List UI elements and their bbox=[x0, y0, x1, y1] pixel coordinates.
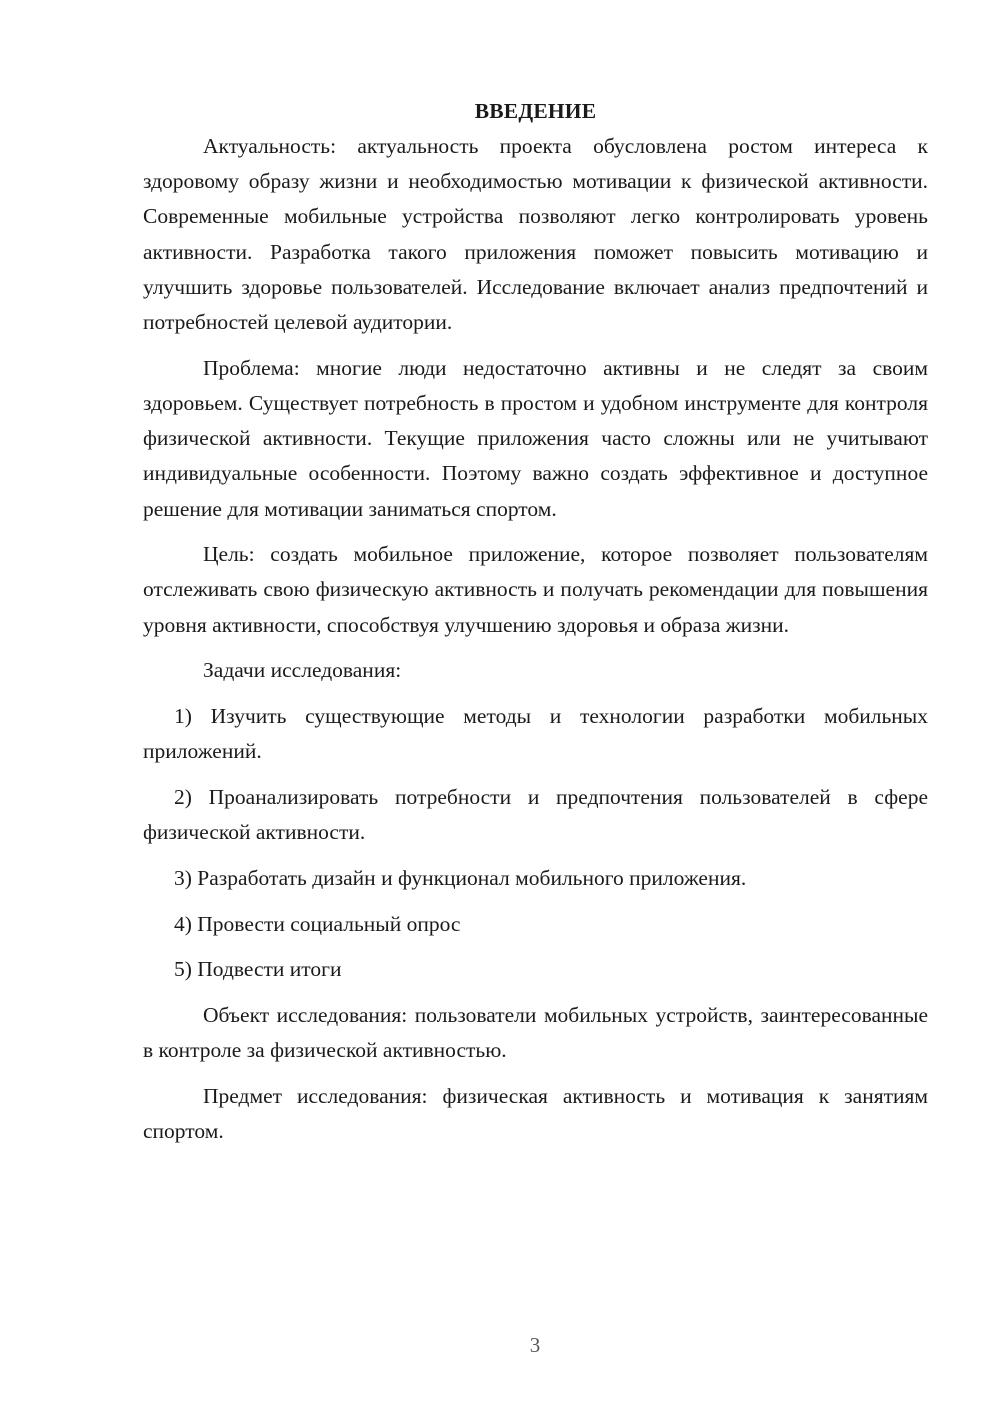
paragraph-object: Объект исследования: пользователи мобильных устройств, заинтересованные в контроле за физической активностью. bbox=[143, 1002, 928, 1063]
task-item-1: 1) Изучить существующие методы и технологии разработки мобильных приложений. bbox=[143, 704, 928, 764]
paragraph-goal: Цель: создать мобильное приложение, которое позволяет пользователям отслеживать свою физическую активность и получать рекомендации для повышения уровня активности, способствуя улучшению здоровья и образа жизни. bbox=[143, 542, 928, 637]
paragraph-problem: Проблема: многие люди недостаточно активны и не следят за своим здоровьем. Существует потребность в простом и удобном инструменте для контроля физической активности. Текущие приложения часто сложны или не учитывают индивидуальные особенности. Поэтому важно создать эффективное и доступное решение для мотивации заниматься спортом. bbox=[143, 355, 928, 521]
task-list bbox=[143, 699, 928, 987]
task-item-5: 5) Подвести итоги bbox=[174, 957, 342, 982]
page-number: 3 bbox=[529, 1333, 541, 1357]
task-item-4: 4) Провести социальный опрос bbox=[174, 911, 461, 936]
task-item-2: 2) Проанализировать потребности и предпочтения пользователей в сфере физической активности. bbox=[143, 784, 928, 845]
paragraph-subject: Предмет исследования: физическая активность и мотивация к занятиям спортом. bbox=[143, 1083, 928, 1144]
tasks-heading: Задачи исследования: bbox=[203, 658, 402, 683]
task-item-3: 3) Разработать дизайн и функционал мобильного приложения. bbox=[174, 865, 747, 890]
paragraph-relevance: Актуальность: актуальность проекта обусловлена ростом интереса к здоровому образу жизни и необходимостью мотивации к физической активности. Современные мобильные устройства позволяют легко контролировать уровень активности. Разработка такого приложения поможет повысить мотивацию и улучшить здоровье пользователей. Исследование включает анализ предпочтений и потребностей целевой аудитории. bbox=[143, 134, 928, 335]
page-content bbox=[143, 94, 928, 1160]
page-title: ВВЕДЕНИЕ bbox=[474, 99, 597, 123]
